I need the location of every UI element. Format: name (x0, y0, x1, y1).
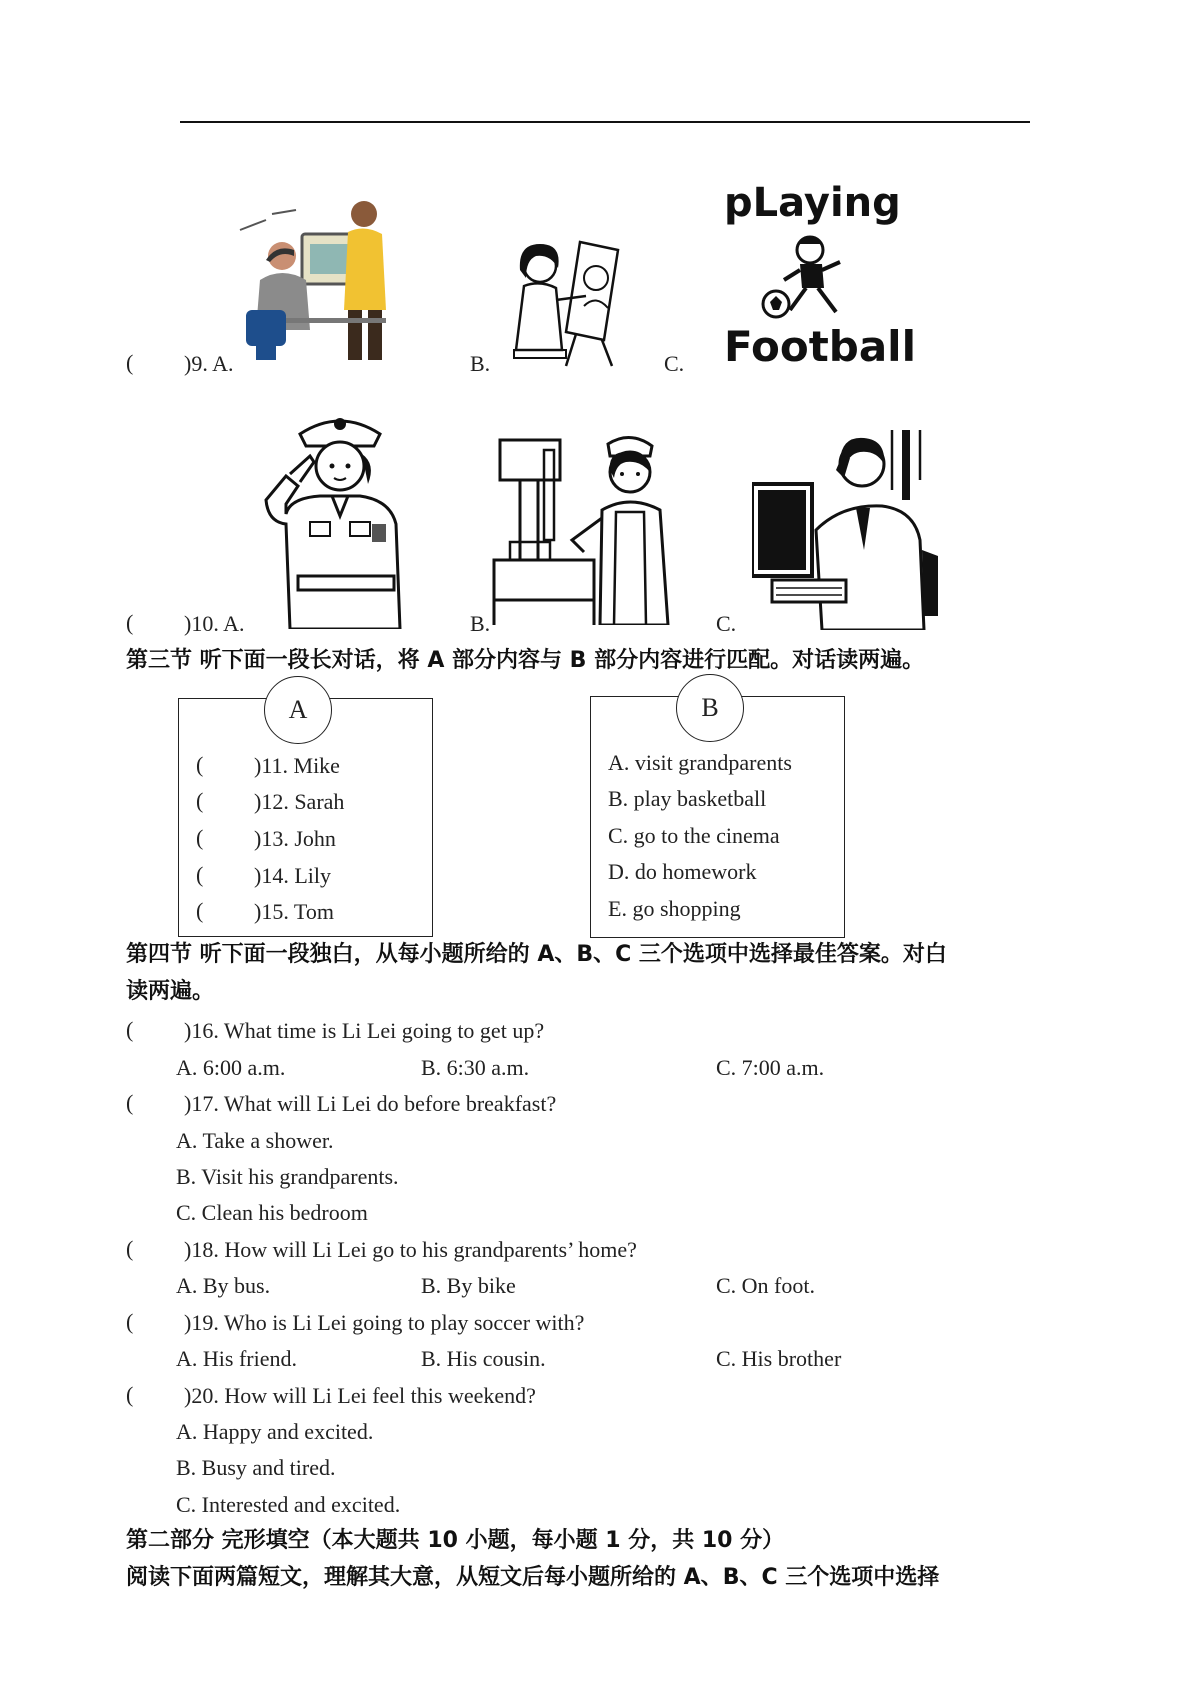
box-b-label: B (676, 674, 744, 742)
q10-open-paren: ( (126, 610, 134, 635)
drawing-portrait-illustration (500, 230, 640, 370)
q18-open-paren: ( (126, 1236, 134, 1261)
q20-option-a: A. Happy and excited. (176, 1419, 374, 1444)
item-11-text: )11. Mike (254, 753, 340, 778)
q17-open-paren: ( (126, 1090, 134, 1115)
q20-open-paren: ( (126, 1382, 134, 1407)
q17-option-b: B. Visit his grandparents. (176, 1164, 399, 1189)
activity-c: C. go to the cinema (608, 823, 780, 848)
playing-text: pLaying (724, 180, 901, 226)
item-15-text: )15. Tom (254, 899, 334, 924)
q19-open-paren: ( (126, 1309, 134, 1334)
q19-option-b: B. His cousin. (421, 1346, 546, 1371)
playing-football-illustration (718, 180, 916, 371)
item-14-text: )14. Lily (254, 863, 331, 888)
part2-instruction: 阅读下面两篇短文，理解其大意，从短文后每小题所给的 A、B、C 三个选项中选择 (126, 1565, 940, 1590)
part2-heading: 第二部分 完形填空（本大题共 10 小题，每小题 1 分，共 10 分） (126, 1528, 785, 1553)
item-12-text: )12. Sarah (254, 789, 345, 814)
q20-option-b: B. Busy and tired. (176, 1455, 336, 1480)
q19-stem: )19. Who is Li Lei going to play soccer with? (184, 1310, 585, 1335)
q16-option-a: A. 6:00 a.m. (176, 1055, 286, 1080)
q9-open-paren: ( (126, 350, 134, 375)
activity-d: D. do homework (608, 859, 757, 884)
q16-stem: )16. What time is Li Lei going to get up? (184, 1018, 545, 1043)
office-worker-phone-illustration (752, 430, 942, 630)
q17-option-c: C. Clean his bedroom (176, 1200, 368, 1225)
q19-option-a: A. His friend. (176, 1346, 297, 1371)
q18-option-c: C. On foot. (716, 1273, 815, 1298)
q16-option-b: B. 6:30 a.m. (421, 1055, 530, 1080)
q9-option-c-label: C. (664, 351, 685, 376)
boy-kicking-icon (758, 232, 858, 324)
factory-worker-illustration (490, 430, 690, 625)
q20-stem: )20. How will Li Lei feel this weekend? (184, 1383, 536, 1408)
section4-heading-line1: 第四节 听下面一段独白，从每小题所给的 A、B、C 三个选项中选择最佳答案。对白 (126, 942, 947, 967)
section4-heading-line2: 读两遍。 (126, 979, 215, 1004)
q17-option-a: A. Take a shower. (176, 1128, 334, 1153)
item-11-open-paren: ( (196, 752, 204, 777)
q20-option-c: C. Interested and excited. (176, 1492, 401, 1517)
computer-work-illustration (236, 200, 406, 370)
police-officer-illustration (250, 404, 420, 629)
item-15-open-paren: ( (196, 898, 204, 923)
activity-a: A. visit grandparents (608, 750, 792, 775)
item-14-open-paren: ( (196, 862, 204, 887)
q16-option-c: C. 7:00 a.m. (716, 1055, 825, 1080)
header-rule (180, 121, 1030, 123)
item-13-text: )13. John (254, 826, 336, 851)
q10-option-c-label: C. (716, 611, 737, 636)
activity-e: E. go shopping (608, 896, 741, 921)
item-12-open-paren: ( (196, 788, 204, 813)
item-13-open-paren: ( (196, 825, 204, 850)
football-text: Football (724, 322, 916, 371)
q9-option-b-label: B. (470, 351, 491, 376)
q9-label: )9. A. (184, 351, 234, 376)
q16-open-paren: ( (126, 1017, 134, 1042)
q10-label: )10. A. (184, 611, 245, 636)
q18-option-a: A. By bus. (176, 1273, 271, 1298)
q18-option-b: B. By bike (421, 1273, 516, 1298)
q18-stem: )18. How will Li Lei go to his grandparents’ home? (184, 1237, 637, 1262)
activity-b: B. play basketball (608, 786, 767, 811)
box-a-label: A (264, 676, 332, 744)
q17-stem: )17. What will Li Lei do before breakfast? (184, 1091, 557, 1116)
section3-heading: 第三节 听下面一段长对话，将 A 部分内容与 B 部分内容进行匹配。对话读两遍。 (126, 648, 925, 673)
q19-option-c: C. His brother (716, 1346, 842, 1371)
q10-option-b-label: B. (470, 611, 491, 636)
